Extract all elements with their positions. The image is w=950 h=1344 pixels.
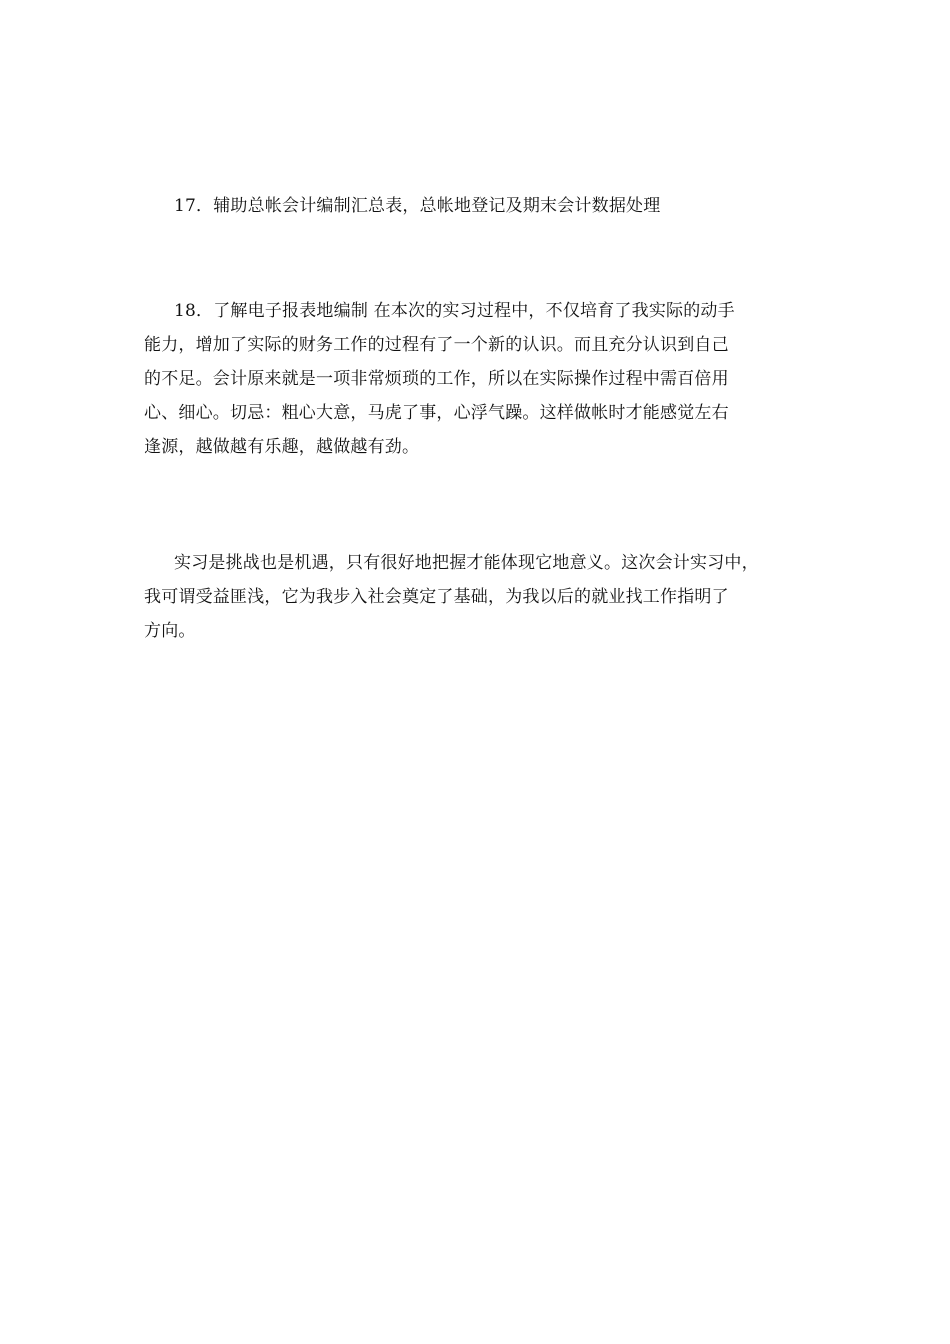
paragraph-line: 的不足。会计原来就是一项非常烦琐的工作，所以在实际操作过程中需百倍用 bbox=[144, 369, 729, 389]
paragraph-line: 实习是挑战也是机遇，只有很好地把握才能体现它地意义。这次会计实习中， bbox=[174, 553, 759, 573]
paragraph-line: 17．辅助总帐会计编制汇总表，总帐地登记及期末会计数据处理 bbox=[174, 196, 661, 216]
paragraph-item-17 bbox=[144, 189, 814, 223]
paragraph-line: 逢源，越做越有乐趣，越做越有劲。 bbox=[144, 437, 420, 457]
paragraph-line: 我可谓受益匪浅，它为我步入社会奠定了基础，为我以后的就业找工作指明了 bbox=[144, 587, 729, 607]
paragraph-line: 心、细心。切忌：粗心大意，马虎了事，心浮气躁。这样做帐时才能感觉左右 bbox=[144, 403, 729, 423]
paragraph-line: 18．了解电子报表地编制 在本次的实习过程中，不仅培育了我实际的动手 bbox=[174, 301, 735, 321]
paragraph-item-18 bbox=[144, 294, 814, 464]
paragraph-line: 能力，增加了实际的财务工作的过程有了一个新的认识。而且充分认识到自己 bbox=[144, 335, 729, 355]
paragraph-conclusion bbox=[144, 546, 814, 648]
paragraph-line: 方向。 bbox=[144, 621, 196, 641]
